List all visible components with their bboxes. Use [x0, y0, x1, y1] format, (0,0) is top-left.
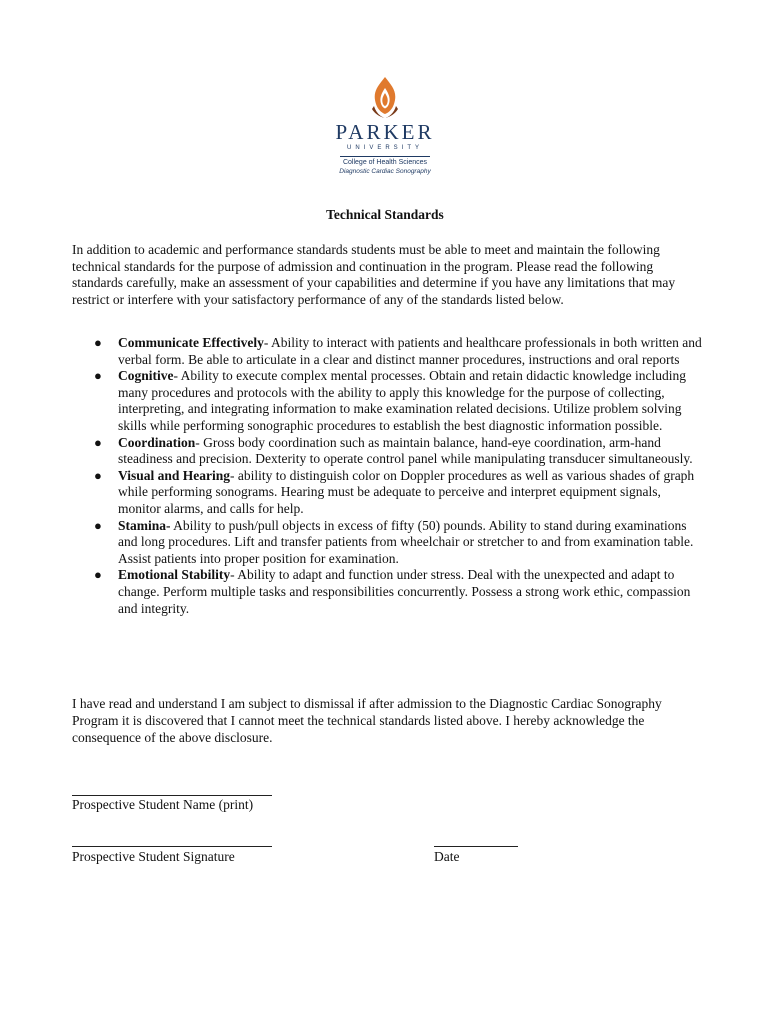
standard-term: Cognitive [118, 368, 174, 384]
standard-description: Ability to push/pull objects in excess of fifty (50) pounds. Ability to stand during examinations and long procedures. Lift and transfer patients from wheelchair or stretcher to and from examination table. Assist patients into proper position for examination. [118, 517, 694, 566]
date-label: Date [434, 849, 460, 864]
list-item [72, 335, 702, 368]
list-item [72, 567, 702, 617]
acknowledgement-paragraph: I have read and understand I am subject to dismissal if after admission to the Diagnostic Cardiac Sonography Program it is discovered that I cannot meet the technical standards listed above. I hereby acknowledge the consequence of the above disclosure. [72, 696, 662, 745]
standard-description: - Ability to interact with patients and healthcare professionals in both written and verbal form. Be able to articulate in a clear and distinct manner procedures, instructions and oral reports [118, 335, 702, 367]
standard-description: - Ability to execute complex mental processes. Obtain and retain didactic knowledge including many procedures and protocols with the ability to apply this knowledge for the purpose of collecting, interpreting, and integrating information to make examination related decisions. Utilize problem solving skills while performing sonographic procedures to establish the best diagnostic information possible. [118, 368, 686, 433]
list-item [72, 368, 702, 434]
logo-name: PARKER [335, 120, 435, 144]
standard-term: Coordination [118, 434, 196, 450]
standard-term: Stamina- [118, 517, 171, 533]
date-line[interactable] [434, 846, 518, 847]
standard-term: Visual and Hearing [118, 467, 231, 483]
standard-description: - Gross body coordination such as maintain balance, hand-eye coordination, arm-hand steadiness and precision. Dexterity to operate control panel while manipulating transducer simultaneously. [118, 434, 693, 467]
standard-term: Communicate Effectively [118, 335, 264, 350]
bullet-icon: ● [94, 467, 102, 483]
standard-description: - ability to distinguish color on Doppler procedures as well as various shades of graph while performing sonograms. Hearing must be adequate to perceive and interpret equipment signals, monitor alarms, and calls for help. [118, 467, 695, 516]
signature-line[interactable] [72, 846, 272, 847]
flame-icon [370, 76, 400, 120]
bullet-icon: ● [94, 368, 102, 384]
bullet-icon: ● [94, 434, 102, 450]
signature-label: Prospective Student Signature [72, 849, 235, 864]
intro-paragraph: In addition to academic and performance standards students must be able to meet and maintain the following technical standards for the purpose of admission and continuation in the program. Please read the following standards carefully, make an assessment of your capabilities and determine if you have any limitations that may restrict or interfere with your satisfactory performance of any of the standards listed below. [72, 242, 676, 307]
bullet-icon: ● [94, 567, 102, 583]
bullet-icon: ● [94, 517, 102, 533]
logo-program: Diagnostic Cardiac Sonography [339, 168, 431, 175]
list-item [72, 435, 702, 468]
list-item [72, 468, 702, 518]
logo-college: College of Health Sciences [342, 159, 428, 166]
parker-university-logo [300, 72, 470, 182]
standard-term: Emotional Stability [118, 567, 231, 583]
list-item [72, 518, 702, 568]
document-title: Technical Standards [326, 207, 444, 222]
logo-divider [340, 156, 430, 157]
logo-subtitle: UNIVERSITY [346, 145, 423, 151]
bullet-icon: ● [94, 335, 102, 350]
standards-list [72, 335, 702, 617]
name-print-label: Prospective Student Name (print) [72, 797, 254, 812]
standard-description: - Ability to adapt and function under stress. Deal with the unexpected and adapt to change. Perform multiple tasks and responsibilities concurrently. Possess a strong work ethic, compassion and integrity. [118, 567, 691, 616]
